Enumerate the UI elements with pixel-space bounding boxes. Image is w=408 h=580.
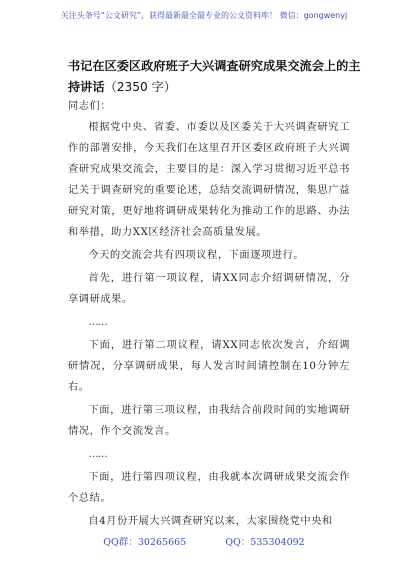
document-body — [68, 96, 350, 534]
paragraph: 下面，进行第四项议程，由我就本次调研成果交流会作个总结。 — [68, 472, 350, 504]
ellipsis: …… — [88, 317, 107, 328]
paragraph: 根据党中央、省委、市委以及区委关于大兴调查研究工作的部署安排，今天我们在这里召开区委区政府班子大兴调查研究成果交流会，主要目的是：深入学习贯彻习近平总书记关于调查研究的重要论述，总结交流调研情况，集思广益研究对策，更好地将调研成果转化为推动工作的思路、办法和举措，助力XX区经济社会高质量发展。 — [68, 122, 350, 238]
footer-qq: QQ：535304092 — [225, 537, 305, 548]
paragraph: 首先，进行第一项议程，请XX同志介绍调研情况，分享调研成果。 — [68, 273, 350, 305]
ellipsis: …… — [88, 449, 107, 460]
salutation: 同志们： — [68, 101, 112, 112]
title-text: 书记在区委区政府班子大兴调查研究成果交流会上的主持讲话 — [68, 59, 361, 94]
footer-qq-group: QQ群：30265665 — [103, 537, 187, 548]
paragraph: 自4月份开展大兴调查研究以来，大家围绕党中央和 — [88, 516, 333, 527]
footer-contact — [0, 534, 408, 548]
header-banner: 关注头条号“公文研究”，获得最新最全最专业的公文资料库！ 微信：gongwenyj — [60, 11, 348, 20]
paragraph: 今天的交流会共有四项议程，下面逐项进行。 — [88, 250, 305, 261]
document-title — [68, 56, 368, 98]
paragraph: 下面，进行第三项议程，由我结合前段时间的实地调研情况，作个交流发言。 — [68, 405, 350, 437]
paragraph: 下面，进行第二项议程，请XX同志依次发言，介绍调研情况，分享调研成果，每人发言时间请控制在10分钟左右。 — [68, 340, 350, 393]
word-count: （2350 字） — [104, 80, 177, 94]
